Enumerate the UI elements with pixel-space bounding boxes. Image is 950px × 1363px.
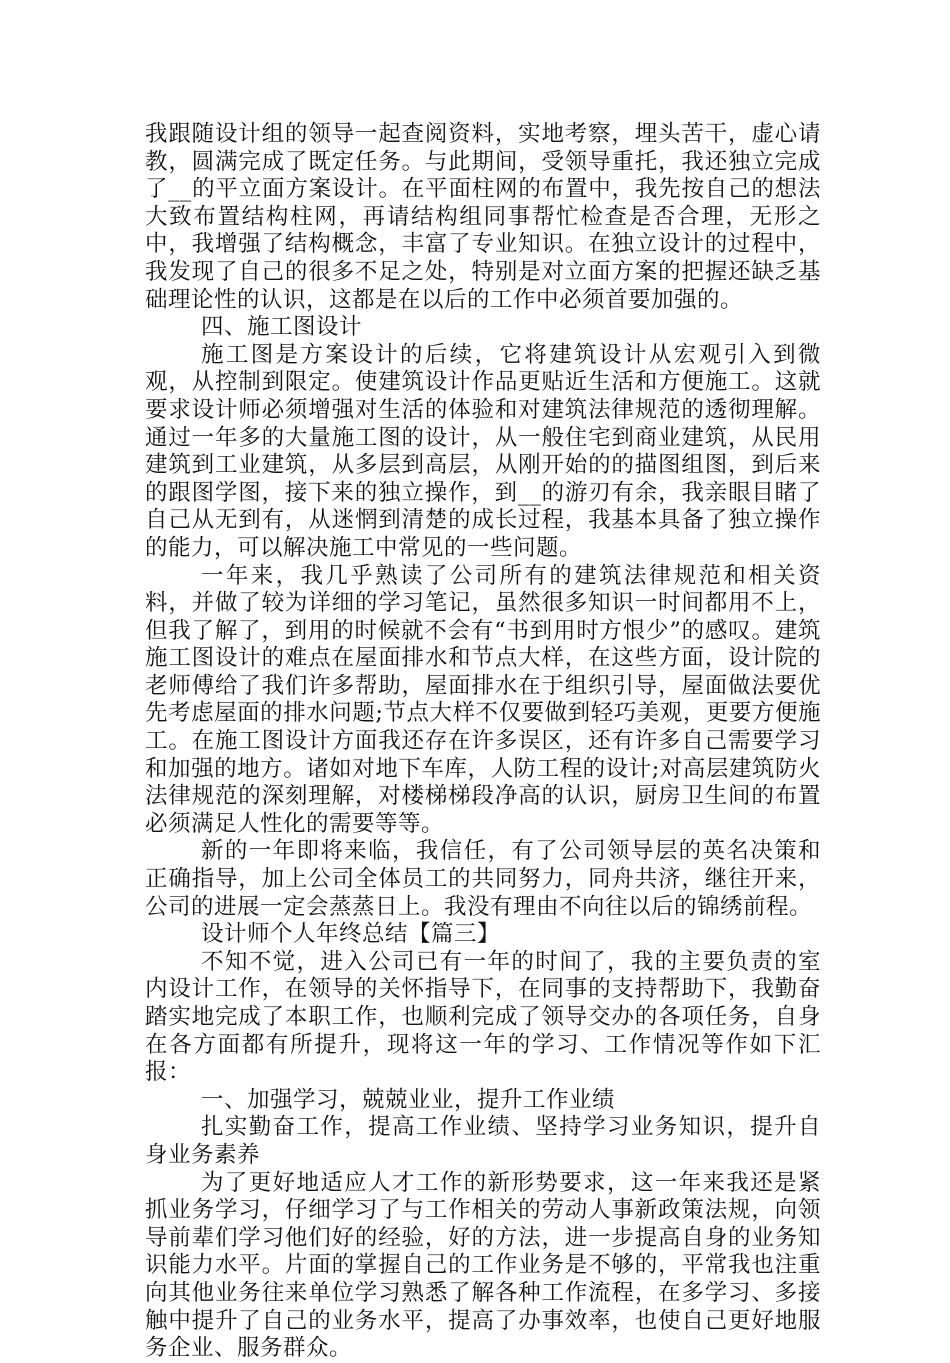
section-heading-construction-drawings: 四、施工图设计 [201, 314, 363, 341]
section-heading-learning: 一、加强学习，兢兢业业，提升工作业绩 [201, 1086, 616, 1113]
paragraph-7: 不知不觉，进入公司已有一年的时间了，我的主要负责的室内设计工作，在领导的关怀指导下，在同事的支持帮助下，我勤奋踏实地完成了本职工作，也顺利完成了领导交办的各项任务，自身在各方面都有所提升，现将这一年的学习、工作情况等作如下汇报： [145, 948, 821, 1086]
paragraph-1: 我跟随设计组的领导一起查阅资料，实地考察，埋头苦干，虚心请教，圆满完成了既定任务。与此期间，受领导重托，我还独立完成了__的平立面方案设计。在平面柱网的布置中，我先按自己的想法大致布置结构柱网，再请结构组同事帮忙检查是否合理，无形之中，我增强了结构概念，丰富了专业知识。在独立设计的过程中，我发现了自己的很多不足之处，特别是对立面方案的把握还缺乏基础理论性的认识，这都是在以后的工作中必须首要加强的。 [145, 121, 821, 313]
paragraph-4: 一年来，我几乎熟读了公司所有的建筑法律规范和相关资料，并做了较为详细的学习笔记，虽然很多知识一时间都用不上，但我了解了，到用的时候就不会有“书到用时方恨少”的感叹。建筑施工图设计的难点在屋面排水和节点大样，在这些方面，设计院的老师傅给了我们许多帮助，屋面排水在于组织引导，屋面做法要优先考虑屋面的排水问题;节点大样不仅要做到轻巧美观，更要方便施工。在施工图设计方面我还存在许多误区，还有许多自己需要学习和加强的地方。诸如对地下车库，人防工程的设计;对高层建筑防火法律规范的深刻理解，对楼梯梯段净高的认识，厨房卫生间的布置必须满足人性化的需要等等。 [145, 562, 821, 837]
paragraph-10: 为了更好地适应人才工作的新形势要求，这一年来我还是紧抓业务学习，仔细学习了与工作相关的劳动人事新政策法规，向领导前辈们学习他们好的经验，好的方法，进一步提高自身的业务知识能力水平。片面的掌握自己的工作业务是不够的，平常我也注重向其他业务往来单位学习熟悉了解各种工作流程，在多学习、多接触中提升了自己的业务水平，提高了办事效率，也使自己更好地服务企业、服务群众。 [145, 1169, 821, 1362]
document-body [145, 121, 821, 1363]
paragraph-3: 施工图是方案设计的后续，它将建筑设计从宏观引入到微观，从控制到限定。使建筑设计作品更贴近生活和方便施工。这就要求设计师必须增强对生活的体验和对建筑法律规范的透彻理解。通过一年多的大量施工图的设计，从一般住宅到商业建筑，从民用建筑到工业建筑，从多层到高层，从刚开始的的描图组图，到后来的跟图学图，接下来的独立操作，到__的游刃有余，我亲眼目睹了自己从无到有，从迷惘到清楚的成长过程，我基本具备了独立操作的能力，可以解决施工中常见的一些问题。 [145, 341, 821, 561]
paragraph-5: 新的一年即将来临，我信任，有了公司领导层的英名决策和正确指导，加上公司全体员工的共同努力，同舟共济，继往开来，公司的进展一定会蒸蒸日上。我没有理由不向往以后的锦绣前程。 [145, 838, 821, 920]
section-heading-part-three: 设计师个人年终总结【篇三】 [201, 921, 501, 948]
paragraph-9: 扎实勤奋工作，提高工作业绩、坚持学习业务知识，提升自身业务素养 [145, 1114, 821, 1168]
